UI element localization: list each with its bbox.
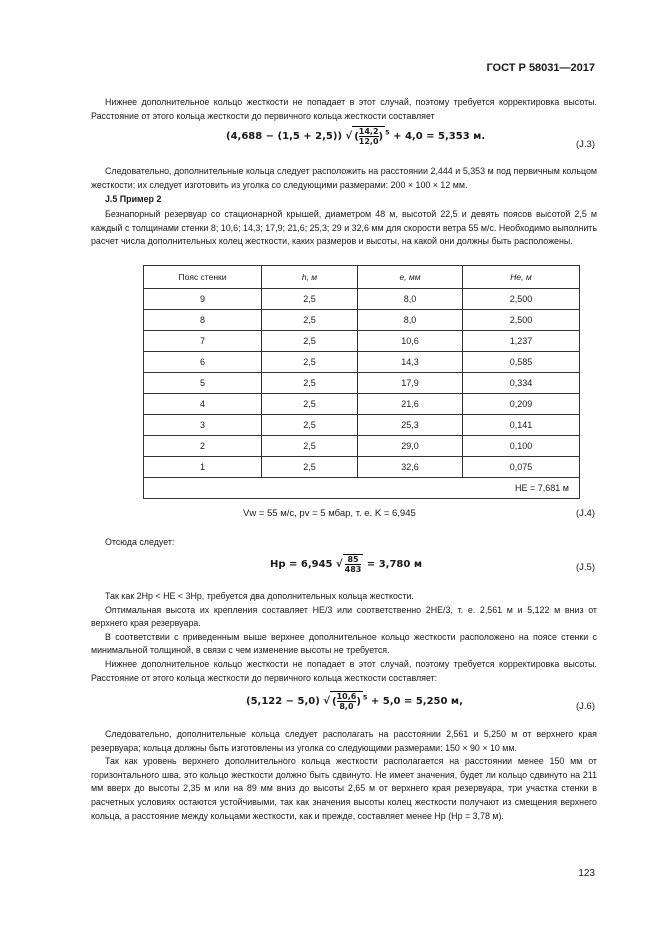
table-cell: 29,0: [358, 436, 463, 457]
table-cell: 2: [144, 436, 262, 457]
table-row: [144, 289, 580, 310]
table-total-row: [144, 478, 580, 499]
table-cell: 5: [144, 373, 262, 394]
paragraph-text: Оптимальная высота их крепления составляет HE/3 или соответственно 2HE/3, т. е. 2,561 м и 5,122 м вниз от верхнего края резервуара.: [91, 604, 597, 629]
paragraph: Отсюда следует:: [105, 537, 175, 547]
paragraph-text: Так как 2Hp < HE < 3Hp, требуется два дополнительных кольца жесткости.: [105, 591, 414, 601]
table-cell: 2,5: [262, 331, 358, 352]
paragraph: [91, 165, 597, 192]
table-cell: 7: [144, 331, 262, 352]
table-row: [144, 310, 580, 331]
table-cell: 2,5: [262, 457, 358, 478]
table-cell: 1,237: [463, 331, 580, 352]
fraction-denominator: 12,0: [358, 137, 379, 146]
table-cell: 0,100: [463, 436, 580, 457]
table-cell: 2,5: [262, 415, 358, 436]
fraction-numerator: 10,6: [336, 692, 357, 701]
table-cell: 9: [144, 289, 262, 310]
table-row: [144, 352, 580, 373]
table-cell: 3: [144, 415, 262, 436]
table-cell: 17,9: [358, 373, 463, 394]
paragraph: [91, 590, 597, 685]
equation-left: Hp = 6,945: [270, 559, 333, 570]
fraction-numerator: 14,2: [358, 127, 379, 136]
exponent: 5: [362, 693, 368, 702]
table-cell: 2,5: [262, 373, 358, 394]
fraction: [337, 692, 357, 711]
fraction: [345, 555, 362, 574]
table-cell: 2,5: [262, 310, 358, 331]
paragraph-text: Следовательно, дополнительные кольца следует расположить на расстоянии 2,444 и 5,353 м под первичным кольцом жесткости; их следует изготовить из уголка со следующими размерами: 200 × 100 × 12 мм.: [91, 166, 597, 190]
table-cell: 0,075: [463, 457, 580, 478]
table-header: Пояс стенки: [144, 266, 262, 289]
sqrt-symbol: √: [345, 130, 353, 142]
fraction-numerator: 85: [345, 555, 362, 565]
table-cell: 8: [144, 310, 262, 331]
paragraph: [91, 728, 597, 823]
table-header-row: [144, 266, 580, 289]
table-cell: 2,500: [463, 310, 580, 331]
equation-left: (4,688 − (1,5 + 2,5)): [226, 131, 343, 142]
equation-j5: [270, 554, 422, 574]
table-cell: 0,141: [463, 415, 580, 436]
table-row: [144, 394, 580, 415]
equation-j3: (4,688 − (1,5 + 2,5)) √ ( $\frac{14,2}{12,0}$ ) $^5$ + 4,0 = 5,353 м.: [226, 127, 486, 146]
table-row: [144, 415, 580, 436]
paragraph-text: В соответствии с приведенным выше верхнее дополнительное кольцо жесткости расположено на поясе стенки с минимальной толщиной, в связи с чем изменение высоты не требуется.: [91, 631, 597, 656]
equation-j6: (5,122 − 5,0) √ ( $\frac{10,6}{8,0}$ ) $^5$ + 5,0 = 5,250 м,: [246, 692, 463, 711]
paragraph: [91, 96, 597, 123]
equation-number: (J.4): [576, 508, 595, 519]
sqrt-symbol: √: [323, 695, 330, 707]
table-cell: 0,334: [463, 373, 580, 394]
table-cell: 25,3: [358, 415, 463, 436]
table-cell: 14,3: [358, 352, 463, 373]
fraction-denominator: 8,0: [339, 702, 354, 711]
equation-number: (J.3): [576, 139, 595, 150]
document-code: ГОСТ Р 58031—2017: [486, 62, 595, 74]
paragraph: [91, 208, 597, 249]
table-cell: 2,500: [463, 289, 580, 310]
equation-number: (J.5): [576, 562, 595, 573]
page-number: 123: [578, 868, 595, 879]
table-cell: 1: [144, 457, 262, 478]
table-row: [144, 436, 580, 457]
table-total: HE = 7,681 м: [144, 478, 580, 499]
table-cell: 2,5: [262, 289, 358, 310]
table-cell: 0,585: [463, 352, 580, 373]
table-cell: 21,6: [358, 394, 463, 415]
exponent: 5: [385, 128, 390, 137]
table-cell: 4: [144, 394, 262, 415]
table-cell: 2,5: [262, 352, 358, 373]
table-cell: 32,6: [358, 457, 463, 478]
table-cell: 8,0: [358, 289, 463, 310]
equation-left: (5,122 − 5,0): [246, 696, 320, 707]
paragraph-text: Нижнее дополнительное кольцо жесткости не попадает в этот случай, поэтому требуется корректировка высоты. Расстояние от этого кольца жесткости до первичного кольца жесткости составляет:: [91, 658, 597, 683]
paragraph-text: Так как уровень верхнего дополнительного кольца жесткости располагается на расстоянии менее 150 мм от горизонтального шва, это кольцо жесткости должно быть сдвинуто. Не имеет значения, будет ли кольцо сдвинуто на 211 мм вверх до высоты 2,35 м или на 89 мм вниз до высоты 2,65 м от верхнего края резервуара, три участка стенки в расчетных условиях остаются устойчивыми, так как значения высоты колец жесткости получают из смещения верхнего кольца, а расстояние между кольцами жесткости, как и прежде, составляет менее Hp (Hp = 3,78 м).: [91, 756, 597, 821]
equation-number: (J.6): [576, 701, 595, 712]
table-header: He, м: [463, 266, 580, 289]
table-cell: 2,5: [262, 436, 358, 457]
table-row: [144, 457, 580, 478]
table-header: h, м: [262, 266, 358, 289]
data-table: [143, 265, 580, 499]
equation-right: + 4,0 = 5,353 м.: [393, 131, 486, 142]
table-cell: 0,209: [463, 394, 580, 415]
section-title: J.5 Пример 2: [105, 194, 162, 204]
table-cell: 10,6: [358, 331, 463, 352]
equation-right: + 5,0 = 5,250 м,: [370, 696, 463, 707]
fraction: [359, 127, 379, 146]
paragraph-text: Безнапорный резервуар со стационарной крышей, диаметром 48 м, высотой 22,5 и девять поясов высотой 2,5 м каждый с толщинами стенки 8; 10,6; 14,3; 17,9; 21,6; 25,3; 29 и 32,6 мм для скорости ветра 55 м/с. Необходимо выполнить расчет числа дополнительных колец жесткости, каких размеров и высоты, на какой они должны быть расположены.: [91, 209, 597, 247]
sqrt-symbol: √: [335, 558, 343, 570]
paragraph-text: Нижнее дополнительное кольцо жесткости не попадает в этот случай, поэтому требуется корректировка высоты. Расстояние от этого кольца жесткости до первичного кольца жесткости составляет: [91, 97, 597, 121]
equation-j4: Vw = 55 м/с, pv = 5 мбар, т. е. K = 6,945: [243, 508, 416, 519]
table-cell: 8,0: [358, 310, 463, 331]
table-cell: 2,5: [262, 394, 358, 415]
equation-right: = 3,780 м: [366, 559, 422, 570]
paragraph-text: Следовательно, дополнительные кольца следует располагать на расстоянии 2,561 и 5,250 м от верхнего края резервуара; кольца должны быть изготовлены из уголка со следующими размерами: 150 × 90 × 10 мм.: [91, 729, 597, 753]
table-header: e, мм: [358, 266, 463, 289]
table-cell: 6: [144, 352, 262, 373]
table-row: [144, 373, 580, 394]
table-row: [144, 331, 580, 352]
fraction-denominator: 483: [344, 565, 362, 574]
